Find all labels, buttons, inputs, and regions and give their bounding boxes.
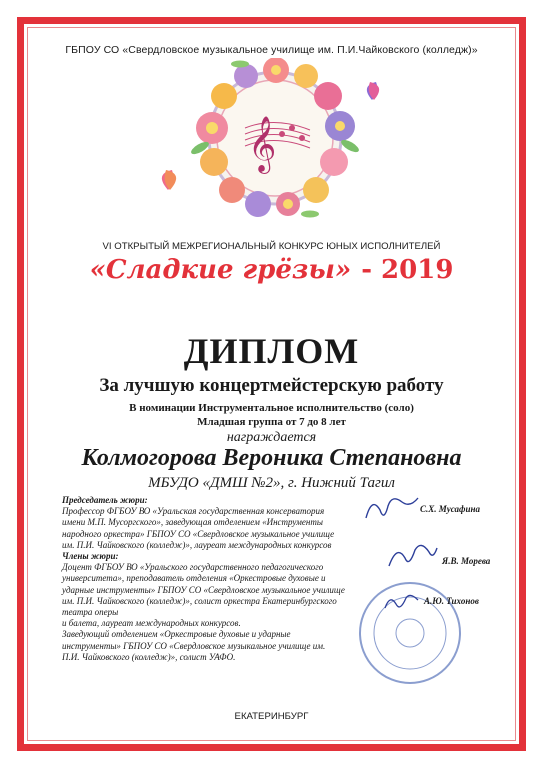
jury-member1-line: и балета, лауреат международных конкурсов. xyxy=(62,618,241,629)
jury-chair-line: имени М.П. Мусоргского», заведующая отделением «Инструменты xyxy=(62,517,323,528)
jury-section xyxy=(62,495,362,663)
awarded-label: награждается xyxy=(226,430,317,445)
contest-emblem-wreath xyxy=(150,58,400,228)
jury-members-label: Члены жюри: xyxy=(62,551,119,562)
diploma-heading: ДИПЛОМ xyxy=(183,331,360,371)
jury-chair-line: народного оркестра» ГБПОУ СО «Свердловское музыкальное училище xyxy=(62,528,335,539)
jury-chair-line: им. П.И. Чайковского (колледж)», лауреат международных конкурсов xyxy=(62,539,332,550)
signatory-moreva: Я.В. Морева xyxy=(442,556,491,566)
signature-moreva xyxy=(385,538,440,572)
jury-member1-line: театра оперы xyxy=(62,607,119,618)
nomination: В номинации Инструментальное исполнительство (соло) xyxy=(129,402,414,414)
jury-chair-label: Председатель жюри: xyxy=(62,495,148,505)
signatory-tikhonov: А.Ю. Тихонов xyxy=(424,596,479,606)
jury-member1-line: Доцент ФГБОУ ВО «Уральского государственного педагогического xyxy=(62,562,324,573)
jury-member2-line: Заведующий отделением «Оркестровые духовые и ударные xyxy=(62,629,291,640)
jury-chair-line: Профессор ФГБОУ ВО «Уральская государственная консерватория xyxy=(62,506,325,517)
city-footer: ЕКАТЕРИНБУРГ xyxy=(234,711,309,722)
signature-musafina xyxy=(362,492,422,526)
age-group: Младшая группа от 7 до 8 лет xyxy=(197,416,346,428)
jury-member1-line: им. П.И. Чайковского (колледж)», солист оркестра Екатеринбургского xyxy=(62,595,337,606)
jury-member2-line: инструменты» ГБПОУ СО «Свердловское музыкальное училище им. xyxy=(62,640,326,651)
recipient-school: МБУДО «ДМШ №2», г. Нижний Тагил xyxy=(148,475,395,491)
award-category: За лучшую концертмейстерскую работу xyxy=(99,375,444,396)
contest-title xyxy=(0,255,543,285)
contest-name: «Сладкие грёзы» xyxy=(89,255,352,285)
jury-member1-line: ударные инструменты» ГБПОУ СО «Свердловское музыкальное училище xyxy=(62,584,345,595)
contest-subtitle: VI ОТКРЫТЫЙ МЕЖРЕГИОНАЛЬНЫЙ КОНКУРС ЮНЫХ ИСПОЛНИТЕЛЕЙ xyxy=(102,241,441,252)
contest-year: - 2019 xyxy=(361,255,454,285)
signature-tikhonov xyxy=(382,588,422,616)
signatory-musafina: С.Х. Мусафина xyxy=(420,504,480,514)
svg-text:𝄞: 𝄞 xyxy=(248,116,277,172)
jury-member2-line: П.И. Чайковского (колледж)», солист УАФО. xyxy=(62,651,236,662)
recipient-name: Колмогорова Вероника Степановна xyxy=(81,445,462,471)
jury-member1-line: университета», преподаватель отделения «Оркестровые духовые и xyxy=(62,573,326,584)
institution-header: ГБПОУ СО «Свердловское музыкальное училище им. П.И.Чайковского (колледж)» xyxy=(65,44,478,56)
